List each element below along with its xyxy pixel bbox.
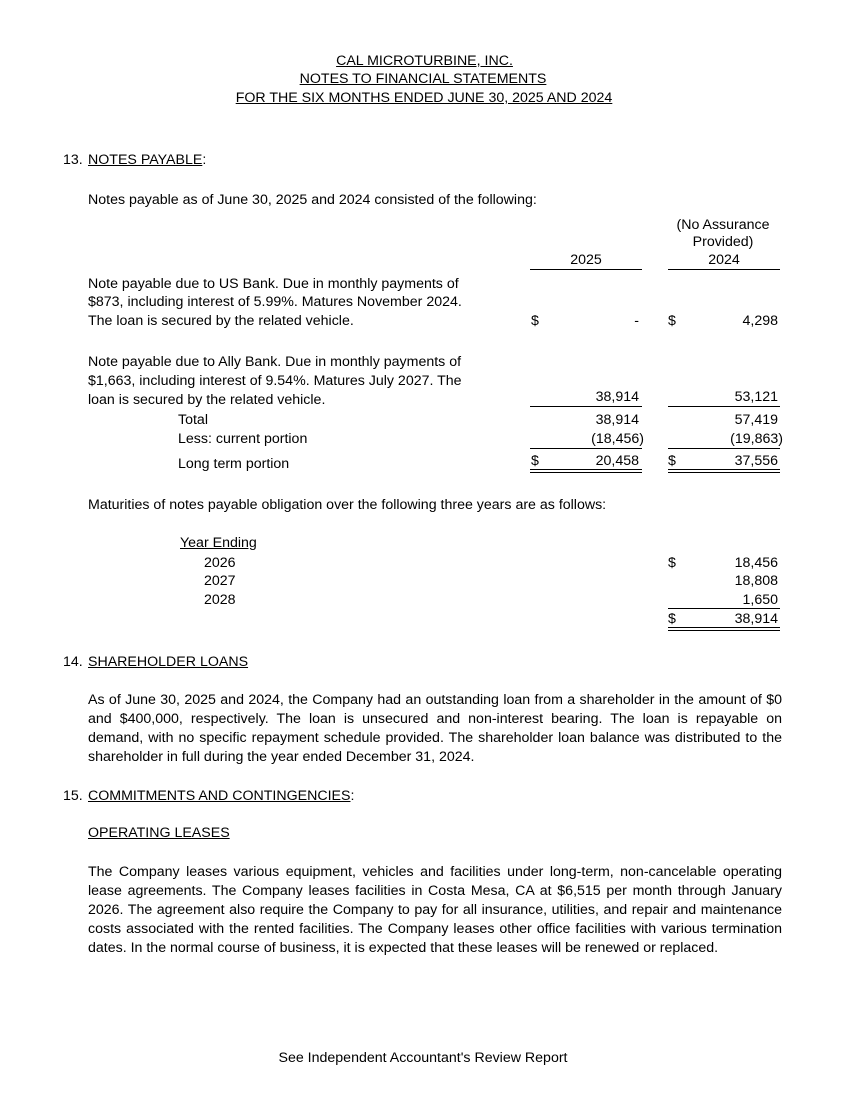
note15-body: The Company leases various equipment, vehicles and facilities under long-term, non-cancelable operating lease agreements. The Company leases facilities in Costa Mesa, CA at $6,515 per month through January 2026. The agreement also require the Company to pay for all insurance, utilities, and repair and maintenance costs associated with the rented facilities. The Company leases other office facilities with various termination dates. In the normal course of business, it is expected that these leases will be renewed or replaced. (88, 864, 782, 956)
loan1-currency-2024: $ (668, 313, 676, 329)
col-header-2025: 2025 (570, 252, 602, 268)
col-2025-underline (530, 269, 642, 270)
current-line-2024 (668, 448, 780, 449)
long-term-currency-2024: $ (668, 453, 676, 469)
maturities-double-line (668, 627, 780, 631)
document-title: NOTES TO FINANCIAL STATEMENTS (299, 71, 547, 87)
loan2-value-2024: 53,121 (734, 389, 778, 405)
note13-heading (88, 152, 206, 169)
long-term-double-line-2025 (530, 469, 642, 473)
current-portion-label: Less: current portion (178, 431, 308, 447)
total-label: Total (178, 412, 208, 428)
note15-heading-text: COMMITMENTS AND CONTINGENCIES (88, 788, 351, 804)
note13-number: 13. (63, 152, 83, 168)
loan2-desc-line2: $1,663, including interest of 9.54%. Matures July 2027. The (88, 373, 462, 389)
long-term-label: Long term portion (178, 456, 290, 472)
long-term-double-line-2024 (668, 469, 780, 473)
col-2024-underline (668, 269, 780, 270)
long-term-value-2025: 20,458 (595, 453, 639, 469)
loan1-value-2024: 4,298 (742, 313, 778, 329)
note13-heading-colon: : (202, 152, 207, 168)
maturity-first-currency: $ (668, 555, 676, 571)
maturity-year: 2028 (204, 592, 236, 608)
footer-note: See Independent Accountant's Review Report (278, 1050, 568, 1066)
note15-heading-colon: : (350, 788, 355, 804)
loan2-desc-line3: loan is secured by the related vehicle. (88, 392, 326, 408)
maturity-year: 2026 (204, 555, 236, 571)
total-value-2024: 57,419 (734, 412, 778, 428)
note13-intro: Notes payable as of June 30, 2025 and 2024 consisted of the following: (88, 192, 537, 208)
note14-number: 14. (63, 654, 83, 670)
col-2024-note-line2: Provided) (692, 234, 754, 250)
document-period: FOR THE SIX MONTHS ENDED JUNE 30, 2025 AND 2024 (235, 90, 613, 106)
total-value-2025: 38,914 (595, 412, 639, 428)
maturity-year: 2027 (204, 573, 236, 589)
maturities-subtotal-line (668, 608, 780, 609)
long-term-currency-2025: $ (531, 453, 539, 469)
subtotal-line-2024 (668, 406, 780, 407)
note14-heading: SHAREHOLDER LOANS (88, 654, 249, 670)
operating-leases-subheading: OPERATING LEASES (88, 825, 230, 841)
loan1-desc-line1: Note payable due to US Bank. Due in monthly payments of (88, 276, 459, 292)
col-2024-note-line1: (No Assurance (676, 217, 770, 233)
col-header-2024: 2024 (708, 252, 740, 268)
note13-heading-text: NOTES PAYABLE (88, 152, 203, 168)
loan2-value-2025: 38,914 (595, 389, 639, 405)
current-portion-2025: (18,456) (591, 431, 644, 447)
maturity-amount: 18,456 (734, 555, 778, 571)
maturities-total-currency: $ (668, 611, 676, 627)
maturity-amount: 18,808 (734, 573, 778, 589)
maturities-intro: Maturities of notes payable obligation over the following three years are as follows: (88, 497, 607, 513)
loan2-desc-line1: Note payable due to Ally Bank. Due in monthly payments of (88, 354, 462, 370)
current-line-2025 (530, 448, 642, 449)
current-portion-2024: (19,863) (730, 431, 783, 447)
maturities-header: Year Ending (180, 535, 257, 551)
loan1-desc-line3: The loan is secured by the related vehicle. (88, 313, 354, 329)
note15-heading (88, 788, 354, 805)
long-term-value-2024: 37,556 (734, 453, 778, 469)
loan1-value-2025: - (634, 313, 639, 329)
note15-number: 15. (63, 788, 83, 804)
loan1-currency-2025: $ (531, 313, 539, 329)
company-name: CAL MICROTURBINE, INC. (336, 53, 513, 69)
subtotal-line-2025 (530, 406, 642, 407)
loan1-desc-line2: $873, including interest of 5.99%. Matures November 2024. (88, 294, 462, 310)
maturities-total: 38,914 (734, 611, 778, 627)
maturity-amount: 1,650 (742, 592, 778, 608)
note14-body: As of June 30, 2025 and 2024, the Company had an outstanding loan from a shareholder in the amount of $0 and $400,000, respectively. The loan is unsecured and non-interest bearing. The loan is repayable on demand, with no specific repayment schedule provided. The shareholder loan balance was distributed to the shareholder in full during the year ended December 31, 2024. (88, 692, 782, 765)
